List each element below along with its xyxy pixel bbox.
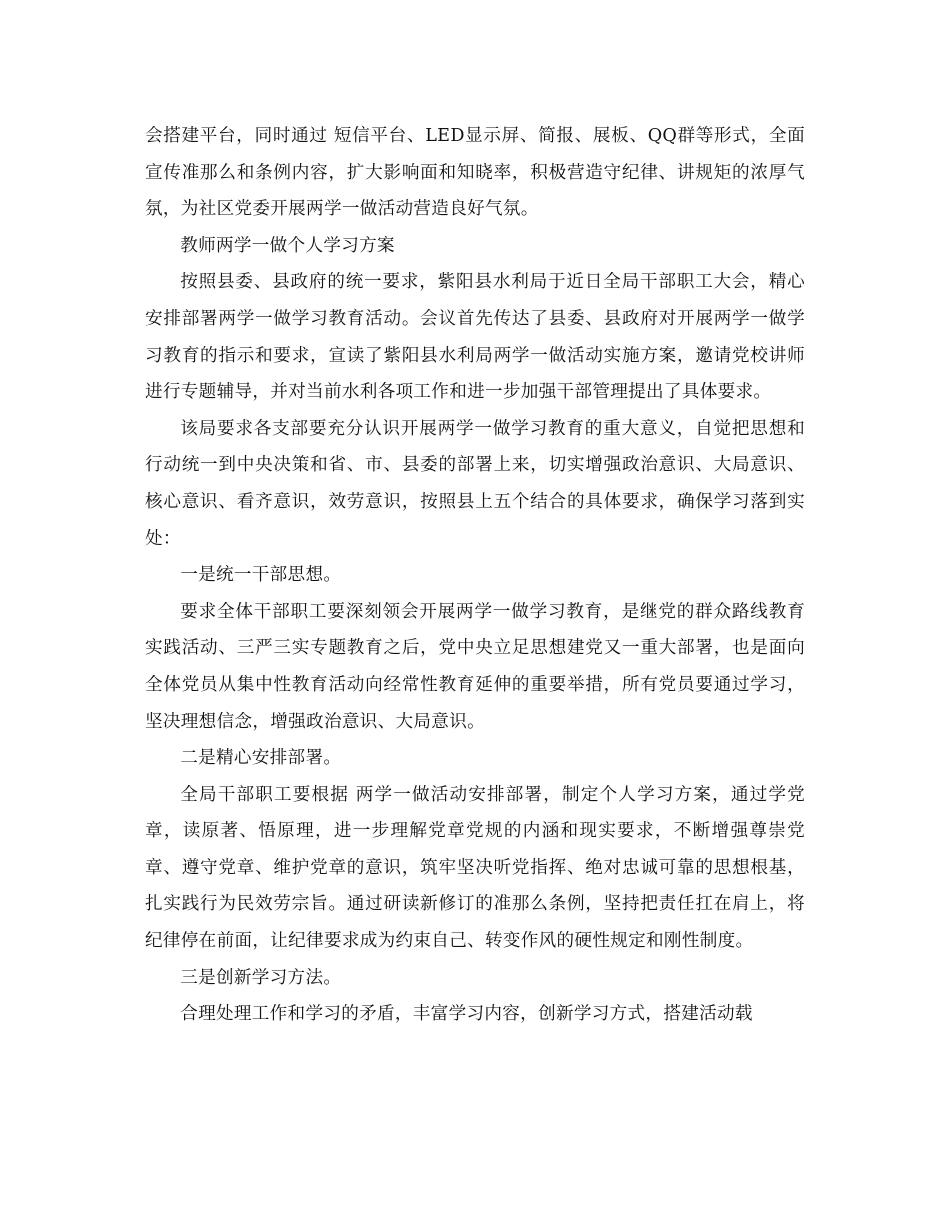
section-heading-1: 一是统一干部思想。	[180, 565, 342, 586]
paragraph-4: 该局要求各支部要充分认识开展两学一做学习教育的重大意义，自觉把思想和行动统一到中央决策和省、市、县委的部署上来，切实增强政治意识、大局意识、核心意识、看齐意识，效劳意识，按照县上五个结合的具体要求，确保学习落到实处：	[145, 418, 805, 549]
paragraph-1: 会搭建平台，同时通过 短信平台、LED显示屏、简报、展板、QQ群等形式，全面宣传准那么和条例内容，扩大影响面和知晓率，积极营造守纪律、讲规矩的浓厚气氛，为社区党委开展两学一做活动营造良好气氛。	[145, 126, 805, 220]
document-heading: 教师两学一做个人学习方案	[180, 235, 395, 256]
paragraph-3: 按照县委、县政府的统一要求，紫阳县水利局于近日全局干部职工大会，精心安排部署两学一做学习教育活动。会议首先传达了县委、县政府对开展两学一做学习教育的指示和要求，宣读了紫阳县水利局两学一做活动实施方案，邀请党校讲师进行专题辅导，并对当前水利各项工作和进一步加强干部管理提出了具体要求。	[145, 272, 805, 403]
section-heading-3: 三是创新学习方法。	[180, 967, 342, 988]
document-body	[145, 118, 805, 1033]
section-heading-2: 二是精心安排部署。	[180, 748, 342, 769]
paragraph-6: 要求全体干部职工要深刻领会开展两学一做学习教育，是继党的群众路线教育实践活动、三严三实专题教育之后，党中央立足思想建党又一重大部署，也是面向全体党员从集中性教育活动向经常性教育延伸的重要举措，所有党员要通过学习，坚决理想信念，增强政治意识、大局意识。	[145, 601, 805, 732]
paragraph-8: 全局干部职工要根据 两学一做活动安排部署，制定个人学习方案，通过学党章，读原著、悟原理，进一步理解党章党规的内涵和现实要求，不断增强尊崇党章、遵守党章、维护党章的意识，筑牢坚决听党指挥、绝对忠诚可靠的思想根基，扎实践行为民效劳宗旨。通过研读新修订的准那么条例，坚持把责任扛在肩上，将纪律停在前面，让纪律要求成为约束自己、转变作风的硬性规定和刚性制度。	[145, 784, 805, 952]
paragraph-10: 合理处理工作和学习的矛盾，丰富学习内容，创新学习方式，搭建活动载	[180, 1004, 753, 1025]
